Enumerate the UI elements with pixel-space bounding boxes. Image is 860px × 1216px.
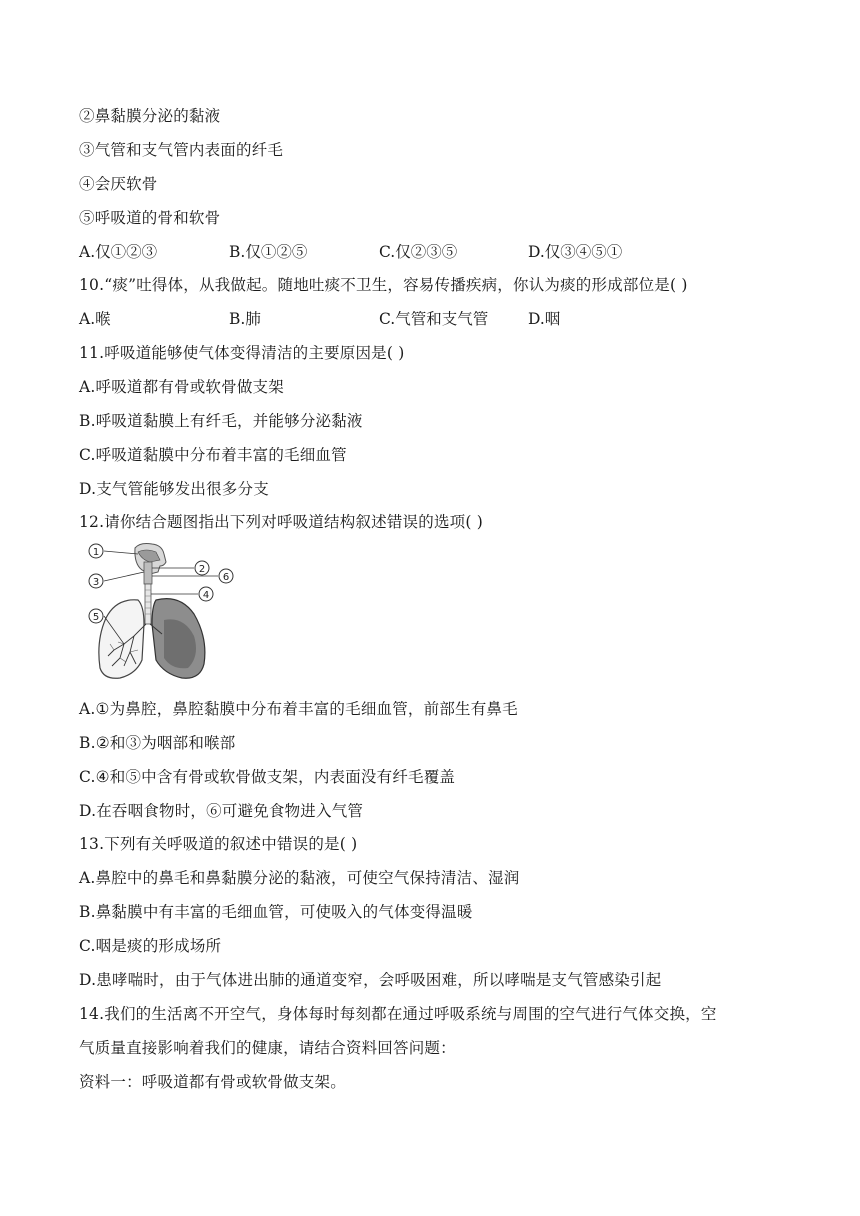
figure-label-6: 6	[222, 572, 230, 583]
q12-option-b: B.②和③为咽部和喉部	[79, 734, 236, 752]
figure-label-2: 2	[198, 564, 206, 575]
statement-4: ④会厌软骨	[79, 175, 158, 193]
q13-option-d: D.患哮喘时，由于气体进出肺的通道变窄，会呼吸困难，所以哮喘是支气管感染引起	[79, 971, 662, 989]
statement-5: ⑤呼吸道的骨和软骨	[79, 209, 221, 227]
q9-option-d: D.仅③④⑤①	[528, 243, 623, 261]
q14-stem-line1: 14.我们的生活离不开空气，身体每时每刻都在通过呼吸系统与周围的空气进行气体交换，空	[79, 1005, 717, 1023]
q13-option-a: A.鼻腔中的鼻毛和鼻黏膜分泌的黏液，可使空气保持清洁、湿润	[79, 869, 520, 887]
figure-label-5: 5	[92, 612, 100, 623]
q14-material1: 资料一：呼吸道都有骨或软骨做支架。	[79, 1073, 346, 1091]
q10-stem: 10.“痰”吐得体，从我做起。随地吐痰不卫生，容易传播疾病，你认为痰的形成部位是( )	[79, 276, 688, 294]
q11-stem: 11.呼吸道能够使气体变得清洁的主要原因是( )	[79, 344, 405, 362]
figure-label-3: 3	[92, 577, 100, 588]
q12-stem: 12.请你结合题图指出下列对呼吸道结构叙述错误的选项( )	[79, 513, 483, 531]
q10-option-a: A.喉	[79, 310, 111, 328]
q11-option-b: B.呼吸道黏膜上有纤毛，并能够分泌黏液	[79, 412, 363, 430]
q10-option-b: B.肺	[229, 310, 261, 328]
q12-option-c: C.④和⑤中含有骨或软骨做支架，内表面没有纤毛覆盖	[79, 768, 456, 786]
q11-option-a: A.呼吸道都有骨或软骨做支架	[79, 378, 284, 396]
q10-options	[79, 309, 779, 329]
statement-2: ②鼻黏膜分泌的黏液	[79, 107, 221, 125]
q10-option-c: C.气管和支气管	[379, 310, 489, 328]
q13-option-b: B.鼻黏膜中有丰富的毛细血管，可使吸入的气体变得温暖	[79, 903, 473, 921]
q11-option-c: C.呼吸道黏膜中分布着丰富的毛细血管	[79, 446, 347, 464]
q9-options	[79, 242, 779, 262]
q10-option-d: D.咽	[528, 310, 561, 328]
figure-label-1: 1	[92, 547, 100, 558]
figure-label-4: 4	[202, 590, 210, 601]
respiratory-diagram	[80, 540, 245, 685]
q12-option-d: D.在吞咽食物时，⑥可避免食物进入气管	[79, 802, 364, 820]
q9-option-b: B.仅①②⑤	[229, 243, 308, 261]
q14-stem-line2: 气质量直接影响着我们的健康，请结合资料回答问题：	[79, 1039, 456, 1057]
q11-option-d: D.支气管能够发出很多分支	[79, 480, 269, 498]
q12-option-a: A.①为鼻腔，鼻腔黏膜中分布着丰富的毛细血管，前部生有鼻毛	[79, 700, 518, 718]
q13-option-c: C.咽是痰的形成场所	[79, 937, 222, 955]
q13-stem: 13.下列有关呼吸道的叙述中错误的是( )	[79, 835, 358, 853]
q9-option-a: A.仅①②③	[79, 243, 158, 261]
statement-3: ③气管和支气管内表面的纤毛	[79, 141, 284, 159]
q9-option-c: C.仅②③⑤	[379, 243, 458, 261]
